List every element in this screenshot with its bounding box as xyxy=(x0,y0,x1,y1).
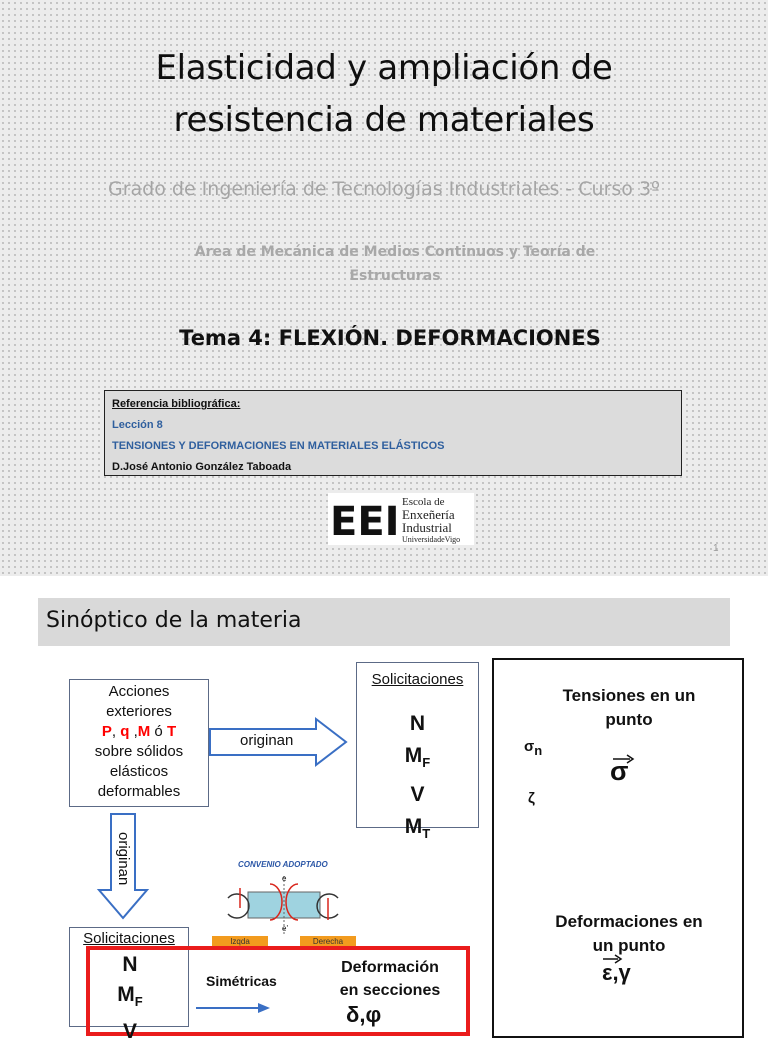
solicitaciones-2-items xyxy=(110,950,150,1047)
sigma-n: σ xyxy=(524,738,535,755)
convenio-title: CONVENIO ADOPTADO xyxy=(238,860,328,869)
acciones-line-4: sobre sólidos xyxy=(94,743,184,760)
epsilon-gamma xyxy=(602,960,631,986)
originan-vertical-label: originan xyxy=(115,832,132,886)
eei-logo-mark-icon xyxy=(328,493,398,545)
solic-mt-main: M xyxy=(404,815,423,839)
deformaciones-title-1: Deformaciones en xyxy=(555,912,703,931)
tensiones-title xyxy=(534,684,724,732)
simetricas-label: Simétricas xyxy=(206,973,277,989)
logo-line-2: Enxeñería xyxy=(402,507,455,522)
course-subtitle: Grado de Ingeniería de Tecnologías Industriales - Curso 3º xyxy=(107,178,661,200)
slide2-title: Sinóptico de la materia xyxy=(46,608,302,633)
logo-line-1: Escola de xyxy=(402,496,445,508)
sep-2: , xyxy=(129,723,138,740)
acciones-line-6: deformables xyxy=(97,783,181,800)
section-e-prime-label: e' xyxy=(282,924,288,933)
school-logo xyxy=(328,493,474,545)
synoptic-slide xyxy=(0,584,768,1044)
tensiones-box xyxy=(492,658,744,1038)
solic-v: V xyxy=(410,783,425,807)
sep-3: ó xyxy=(150,723,167,740)
deformaciones-title-2: un punto xyxy=(592,936,666,955)
solic-mf xyxy=(357,740,478,779)
left-tag: Izqda xyxy=(212,936,268,948)
sigma-vector xyxy=(610,756,628,787)
department-area xyxy=(150,240,640,288)
solic-n: N xyxy=(409,712,426,735)
solicitaciones-box xyxy=(356,662,479,842)
page-number: 1 xyxy=(713,543,719,554)
sigma-n-label xyxy=(524,738,542,758)
solic2-mf xyxy=(110,980,150,1017)
reference-lesson: Lección 8 xyxy=(112,419,163,431)
svg-text:EEI: EEI xyxy=(330,499,400,545)
acciones-line-2: exteriores xyxy=(106,703,172,720)
deformacion-line-2: en secciones xyxy=(339,982,441,999)
solic-mt-sub: T xyxy=(422,826,431,842)
solic2-m-sub: F xyxy=(134,994,143,1010)
acciones-forces-line xyxy=(70,722,208,742)
right-tag: Derecha xyxy=(300,936,356,948)
deformacion-line-1: Deformación xyxy=(341,959,439,976)
reference-heading: Referencia bibliográfica: xyxy=(112,398,241,410)
solic-mt xyxy=(357,811,478,850)
topic-heading: Tema 4: FLEXIÓN. DEFORMACIONES xyxy=(179,326,601,350)
area-line-2: Estructuras xyxy=(349,268,441,284)
solic2-v: V xyxy=(122,1020,137,1044)
beam-convention-icon xyxy=(208,858,358,948)
acciones-line-5: elásticos xyxy=(109,763,169,780)
vector-arrow-icon xyxy=(602,954,622,964)
convenio-figure xyxy=(208,858,358,948)
deformacion-secciones xyxy=(320,956,460,1002)
area-line-1: Área de Mecánica de Medios Continuos y Teoría de xyxy=(194,244,596,260)
solic-m: M xyxy=(404,744,423,767)
title-line-1: Elasticidad y ampliación de xyxy=(155,48,613,88)
acciones-line-1: Acciones xyxy=(108,683,170,700)
reference-author: D.José Antonio González Taboada xyxy=(112,461,292,473)
sigma-n-sub: n xyxy=(534,743,543,758)
solic2-n: N xyxy=(122,953,138,976)
logo-text xyxy=(402,497,460,545)
sigma-vec-symbol: σ xyxy=(610,756,629,786)
logo-line-4: UniversidadeVigo xyxy=(402,535,461,544)
logo-line-3: Industrial xyxy=(402,520,452,535)
solicitaciones-2-label: Solicitaciones xyxy=(83,930,175,947)
force-q: q xyxy=(120,723,130,740)
vector-arrow-icon xyxy=(612,754,634,764)
solic-m-sub: F xyxy=(422,755,431,771)
deformaciones-title xyxy=(534,910,724,958)
tensiones-title-1: Tensiones en un xyxy=(562,686,696,705)
title-line-2: resistencia de materiales xyxy=(173,100,595,140)
delta-phi: δ,φ xyxy=(346,1002,382,1027)
slide-title xyxy=(0,42,768,146)
sep-1: , xyxy=(111,723,121,740)
force-p: P xyxy=(101,723,112,740)
solic2-m: M xyxy=(117,983,135,1006)
tensiones-title-2: punto xyxy=(605,710,653,729)
solicitaciones-label: Solicitaciones xyxy=(371,671,464,688)
eps-gamma-symbol: ε,γ xyxy=(602,960,631,985)
force-t: T xyxy=(166,723,177,740)
reference-book: TENSIONES Y DEFORMACIONES EN MATERIALES ELÁSTICOS xyxy=(112,440,445,452)
originan-horizontal-label: originan xyxy=(240,732,294,749)
reference-box xyxy=(104,390,682,476)
zeta-label: ζ xyxy=(528,790,535,807)
solicitaciones-items xyxy=(357,708,478,850)
section-e-label: e xyxy=(282,874,287,883)
force-m: M xyxy=(137,723,151,740)
acciones-box xyxy=(69,679,209,807)
